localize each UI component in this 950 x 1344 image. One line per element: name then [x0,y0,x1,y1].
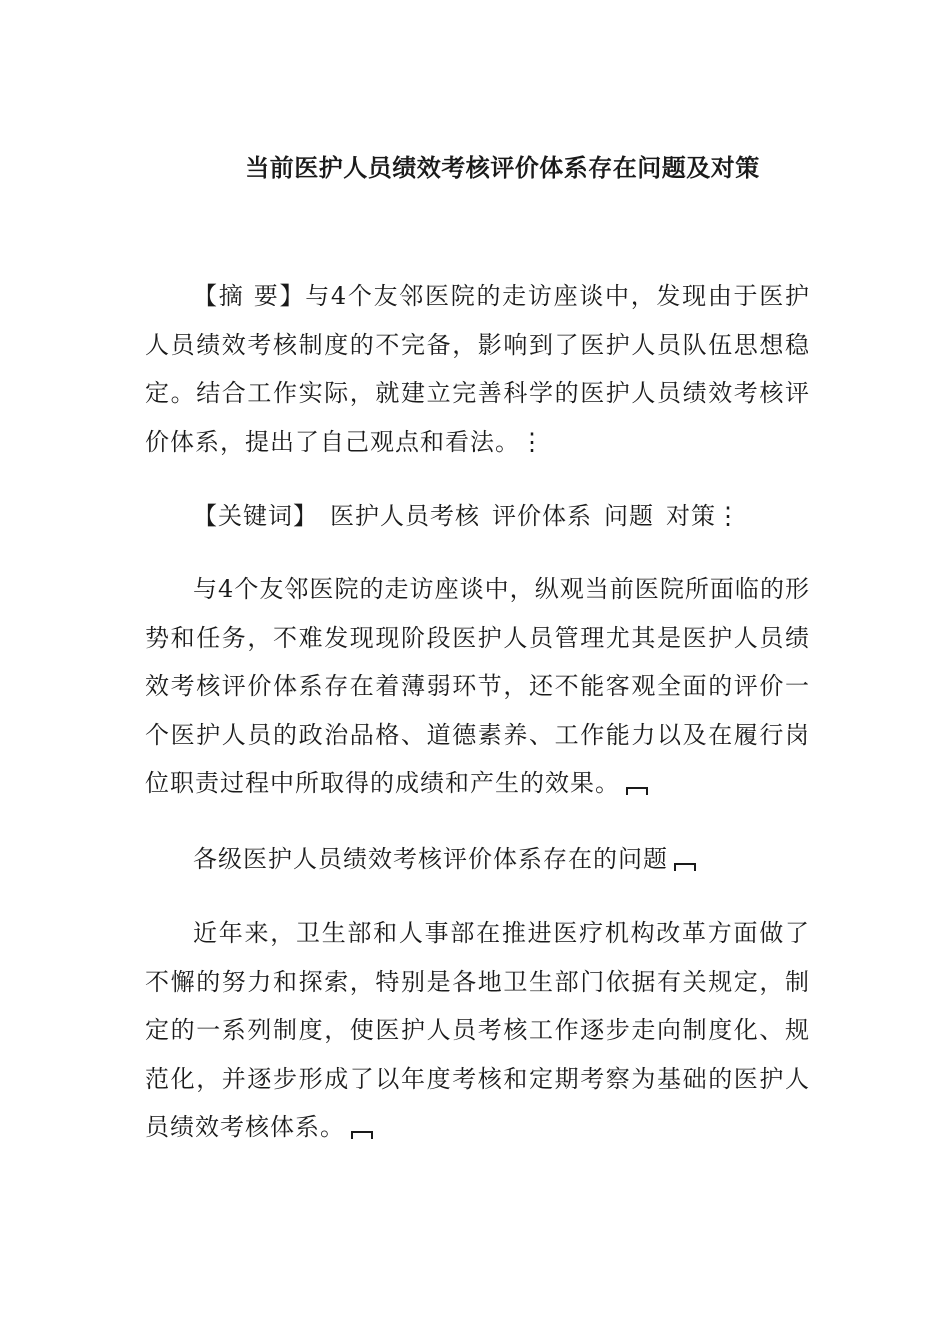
paragraph-mark-icon [351,1131,373,1139]
paragraph-text: 近年来，卫生部和人事部在推进医疗机构改革方面做了不懈的努力和探索，特别是各地卫生部门依据有关规定，制定的一系列制度，使医护人员考核工作逐步走向制度化、规范化，并逐步形成了以年度考核和定期考察为基础的医护人员绩效考核体系。 [145,919,810,1141]
keyword-item: 医护人员考核 [330,502,480,530]
keyword-item: 对策⋮ [666,502,741,530]
abstract-text: 与4个友邻医院的走访座谈中，发现由于医护人员绩效考核制度的不完备，影响到了医护人员队伍思想稳定。结合工作实际，就建立完善科学的医护人员绩效考核评价体系，提出了自己观点和看法。⋮ [145,282,810,456]
abstract-paragraph [145,272,810,466]
paragraph-mark-icon [674,863,696,871]
body-paragraph [145,909,810,1152]
section-heading [145,835,810,884]
body-paragraph [145,565,810,808]
keywords-label: 【关键词】 [193,502,318,530]
paragraph-text: 与4个友邻医院的走访座谈中，纵观当前医院所面临的形势和任务，不难发现现阶段医护人员管理尤其是医护人员绩效考核评价体系存在着薄弱环节，还不能客观全面的评价一个医护人员的政治品格、道德素养、工作能力以及在履行岗位职责过程中所取得的成绩和产生的效果。 [145,575,810,797]
keyword-item: 问题 [604,502,654,530]
keyword-item: 评价体系 [492,502,592,530]
keywords-paragraph [145,492,810,541]
paragraph-mark-icon [626,787,648,795]
section-heading-text: 各级医护人员绩效考核评价体系存在的问题 [193,845,668,873]
abstract-label: 【摘 要】 [193,282,306,310]
document-title: 当前医护人员绩效考核评价体系存在问题及对策 [245,154,760,182]
